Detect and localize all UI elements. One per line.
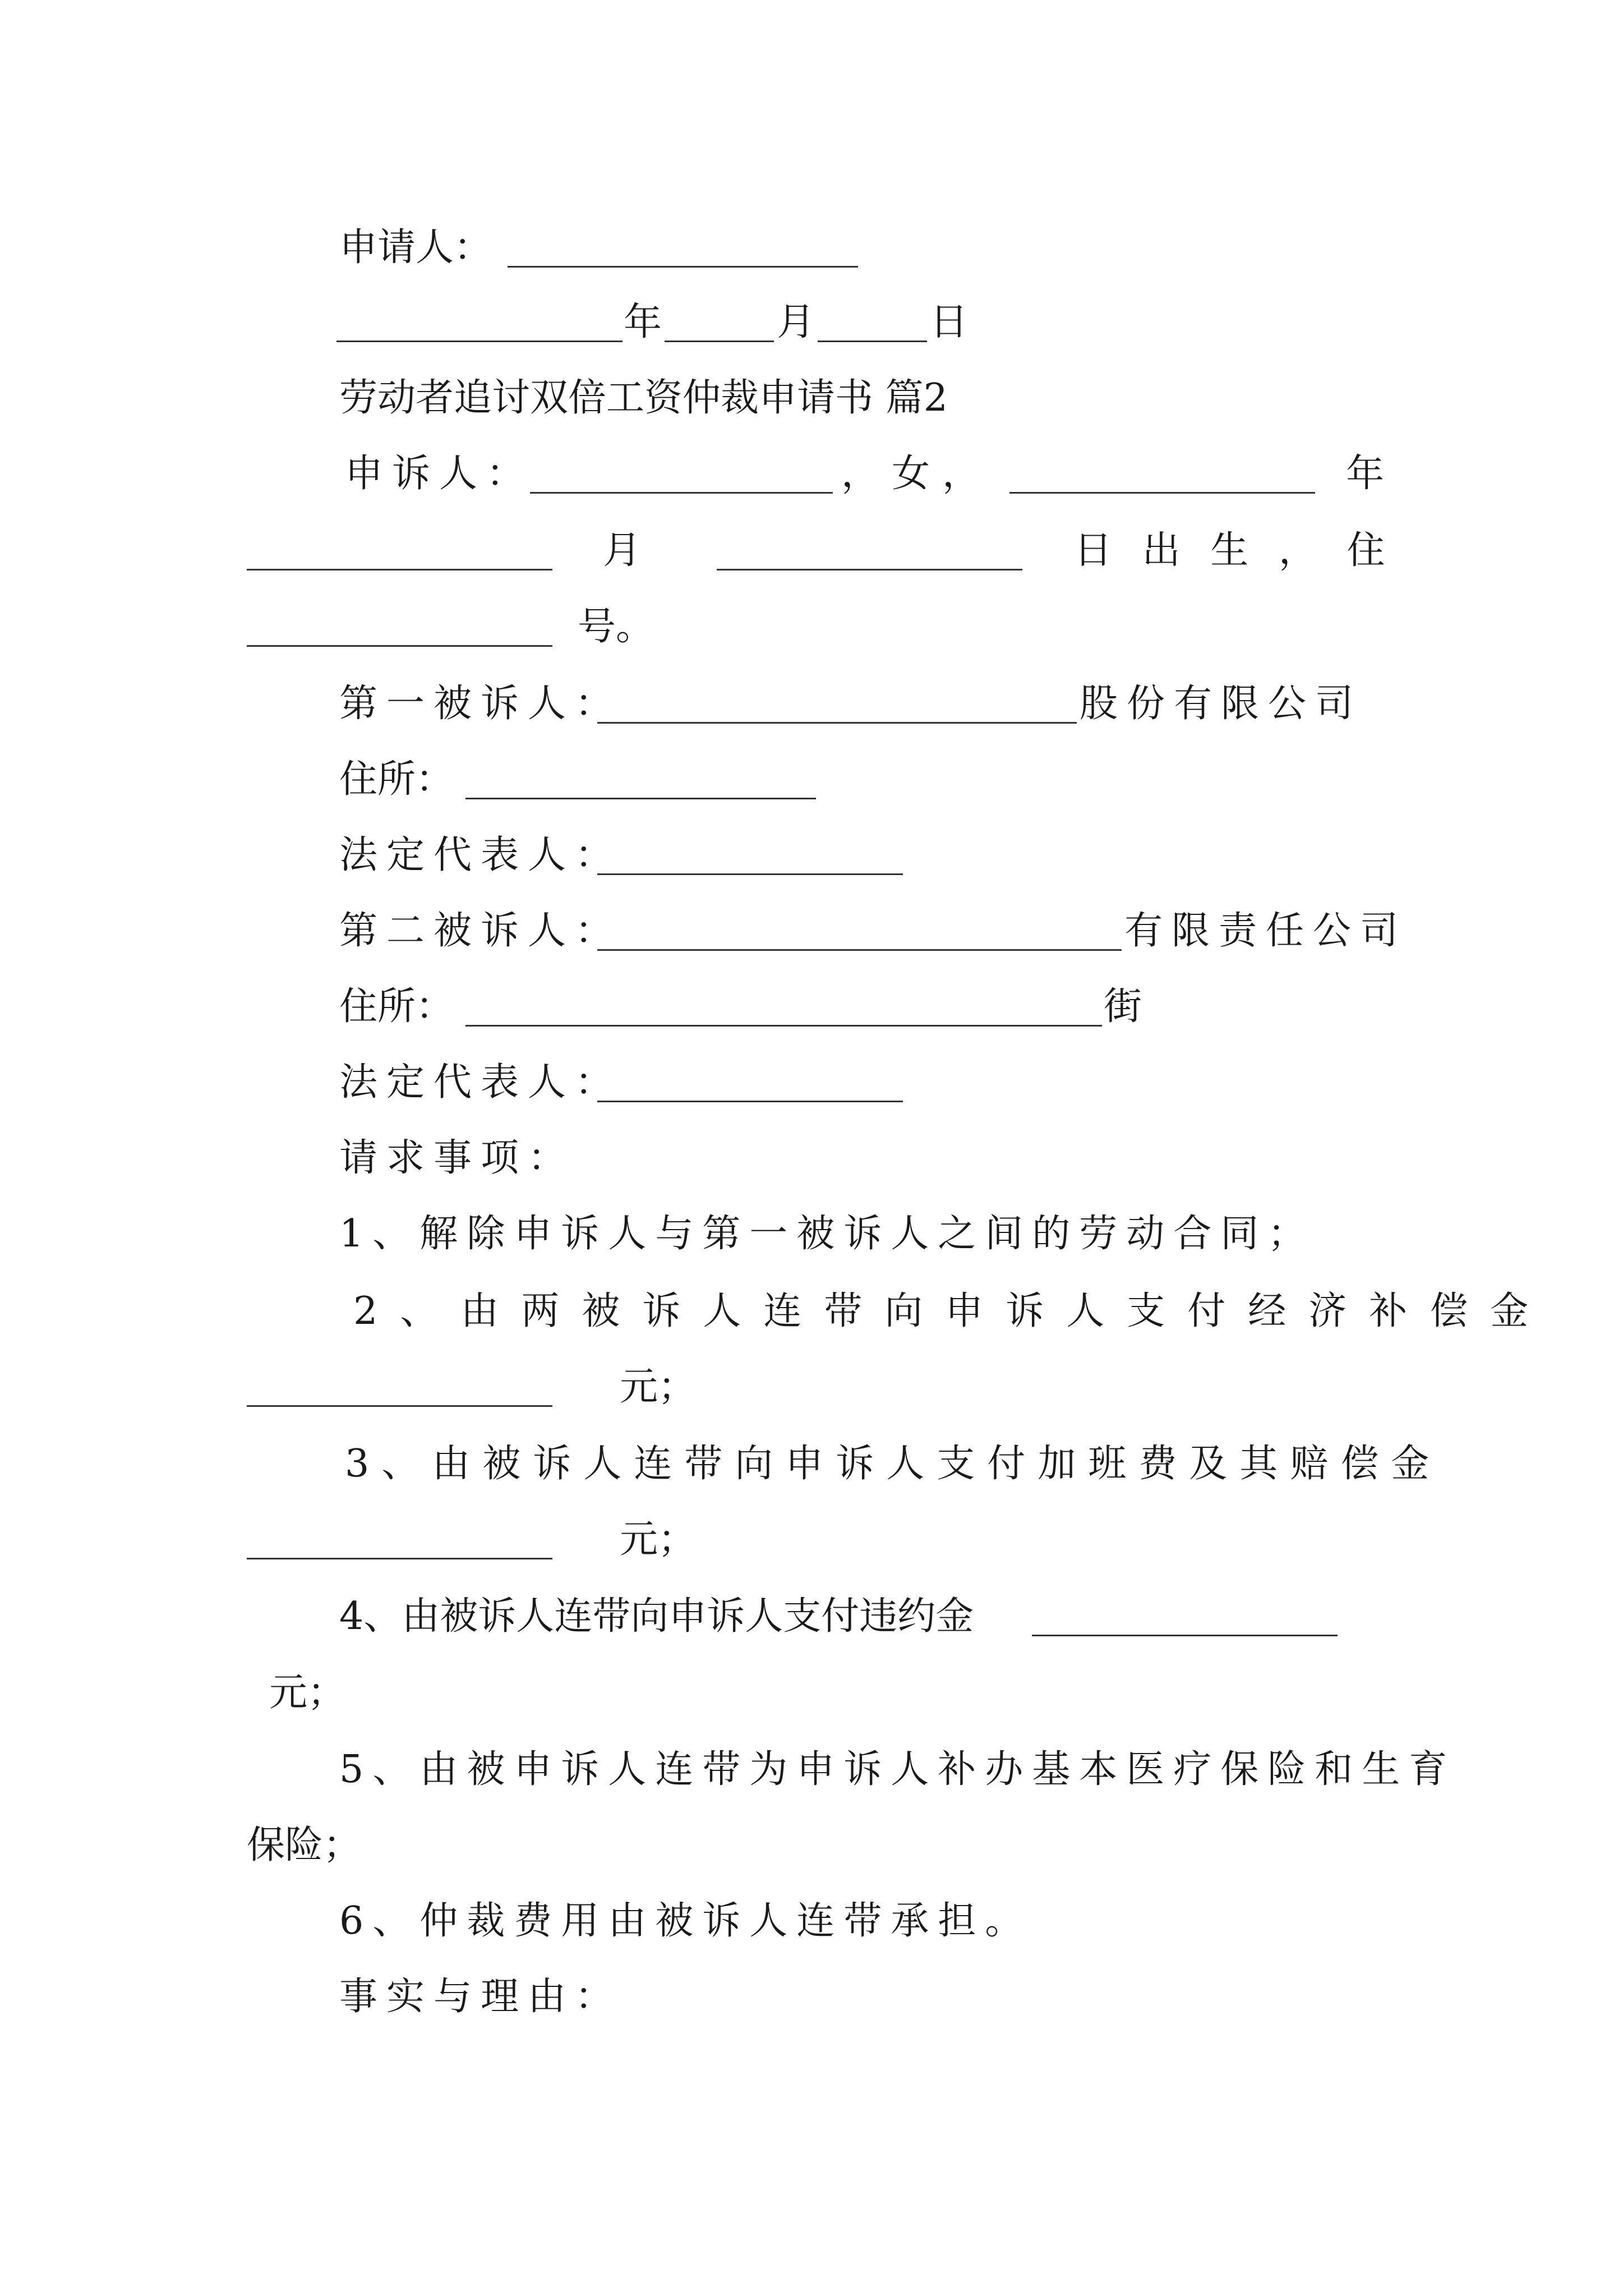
request-1-line: [0, 1200, 1623, 1268]
legal-rep-2-label: 法定代表人：: [339, 1060, 623, 1105]
applicant-line: [0, 214, 1623, 282]
address-2-line: [0, 973, 1623, 1041]
birth-year-blank: [1009, 492, 1315, 494]
requests-heading: 请求事项：: [339, 1136, 575, 1180]
address-2-label: 住所：: [339, 984, 454, 1029]
request-2-amount-blank: [247, 1405, 552, 1407]
facts-heading: 事实与理由：: [339, 1975, 623, 2019]
month-blank: [665, 341, 774, 342]
request-2-text: 2、由两被诉人连带向申诉人支付经济补偿金: [353, 1289, 1551, 1333]
complainant-gender: ，女，: [841, 452, 993, 496]
legal-rep-1-blank: [597, 873, 903, 875]
request-4-amount-blank: [1032, 1635, 1338, 1636]
requests-heading-line: [0, 1125, 1623, 1192]
section-title-line: [0, 365, 1623, 432]
legal-rep-1-label: 法定代表人：: [339, 833, 623, 877]
request-3-amount-blank: [247, 1558, 552, 1559]
complainant-line-3: [0, 593, 1623, 661]
birth-month-label: 月: [603, 528, 642, 573]
first-respondent-label: 第一被诉人：: [339, 682, 623, 726]
request-6-line: [0, 1888, 1623, 1955]
request-2-line-a: [0, 1278, 1623, 1345]
second-respondent-suffix: 有限责任公司: [1124, 909, 1408, 953]
complainant-name-blank: [530, 492, 833, 494]
request-4-unit: 元；: [269, 1671, 346, 1715]
year-label: 年: [624, 300, 662, 344]
request-5-continuation: 保险；: [247, 1823, 362, 1867]
day-label: 日: [930, 300, 969, 344]
date-line: [0, 289, 1623, 356]
legal-rep-2-blank: [597, 1101, 903, 1102]
address-2-blank: [465, 1025, 1102, 1027]
first-respondent-line: [0, 670, 1623, 738]
request-5-text: 5、由被申诉人连带为申诉人补办基本医疗保险和生育: [339, 1747, 1456, 1792]
applicant-label: 申请人：: [339, 226, 492, 270]
address-1-line: [0, 746, 1623, 813]
request-2-unit: 元；: [620, 1365, 697, 1409]
second-respondent-label: 第二被诉人：: [339, 909, 623, 953]
legal-rep-2-line: [0, 1049, 1623, 1116]
second-respondent-line: [0, 898, 1623, 965]
applicant-blank: [508, 266, 858, 268]
first-respondent-blank: [597, 722, 1077, 724]
request-4-line-a: [0, 1583, 1623, 1650]
address-1-blank: [465, 798, 816, 799]
born-live-text: 日 出 生 ， 住: [1074, 528, 1394, 573]
birth-day-blank: [717, 569, 1022, 570]
number-label: 号。: [578, 605, 654, 649]
address-2-suffix: 街: [1104, 984, 1142, 1029]
birth-year-label: 年: [1346, 452, 1385, 496]
request-6: 6、仲裁费用由被诉人连带承担。: [339, 1899, 1032, 1943]
request-3-line-a: [0, 1430, 1623, 1498]
complainant-line-2: [0, 517, 1623, 585]
year-blank: [336, 341, 623, 342]
month-label: 月: [777, 300, 815, 344]
request-2-line-b: [0, 1354, 1623, 1421]
complainant-label: 申诉人：: [345, 452, 534, 496]
address-1-label: 住所：: [339, 757, 454, 802]
legal-rep-1-line: [0, 822, 1623, 889]
request-4-line-b: [0, 1659, 1623, 1727]
first-respondent-suffix: 股份有限公司: [1080, 682, 1363, 726]
second-respondent-blank: [597, 949, 1122, 951]
complainant-line-1: [0, 440, 1623, 508]
day-blank: [818, 341, 927, 342]
facts-heading-line: [0, 1963, 1623, 2031]
birth-month-blank: [247, 569, 552, 570]
request-3-text: 3、由被诉人连带向申诉人支付加班费及其赔偿金: [345, 1442, 1442, 1486]
request-5-line-b: [0, 1812, 1623, 1879]
request-3-line-b: [0, 1506, 1623, 1573]
request-3-unit: 元；: [620, 1517, 697, 1562]
request-4-text: 4、由被诉人连带向申诉人支付违约金: [339, 1594, 974, 1639]
section-title: 劳动者追讨双倍工资仲裁申请书 篇2: [339, 376, 948, 420]
address-number-blank: [247, 645, 552, 647]
request-5-line-a: [0, 1736, 1623, 1803]
request-1: 1、解除申诉人与第一被诉人之间的劳动合同；: [339, 1212, 1315, 1256]
